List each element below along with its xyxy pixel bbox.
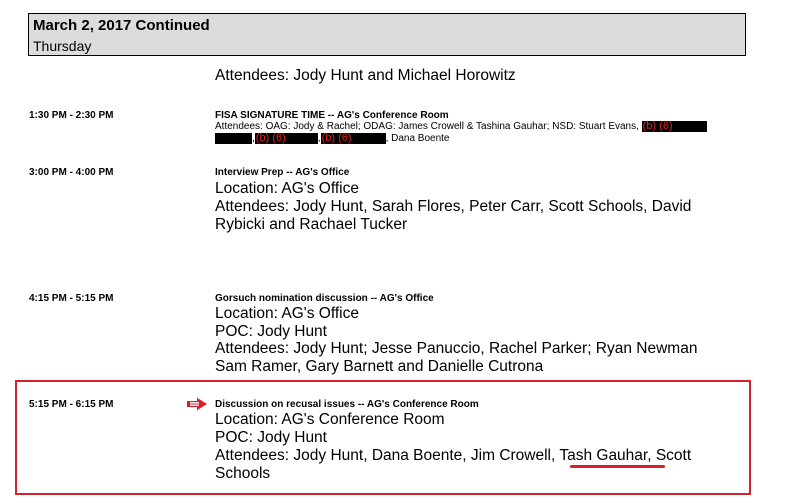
event-attendees-cont: Sam Ramer, Gary Barnett and Danielle Cutrona [215, 358, 544, 375]
event-location: Location: AG's Conference Room [215, 411, 445, 428]
highlight-box [15, 380, 751, 495]
event-attendees-cont [215, 133, 450, 144]
event-attendees: Attendees: Jody Hunt; Jesse Panuccio, Rachel Parker; Ryan Newman [215, 340, 698, 357]
event-attendees: Attendees: Jody Hunt, Dana Boente, Jim Crowell, Tash Gauhar, Scott [215, 447, 692, 464]
event-time: 5:15 PM - 6:15 PM [29, 399, 114, 410]
header-date: March 2, 2017 Continued [33, 17, 210, 34]
attendees-text: Attendees: OAG: Jody & Rachel; ODAG: James Crowell & Tashina Gauhar; NSD: Stuart Evans, [215, 121, 642, 132]
separator: , [317, 133, 321, 144]
name-underline [570, 465, 665, 468]
event-attendees-cont: Rybicki and Rachael Tucker [215, 216, 408, 233]
event-title: Gorsuch nomination discussion -- AG's Office [215, 293, 434, 304]
separator: , [252, 133, 255, 144]
event-location: Location: AG's Office [215, 180, 359, 197]
event-title: FISA SIGNATURE TIME -- AG's Conference Room [215, 110, 449, 121]
redaction-block: (b) (6) [321, 133, 386, 144]
event-attendees-cont: Schools [215, 465, 271, 482]
redaction-block: (b) (6) [642, 121, 707, 132]
event-time: 4:15 PM - 5:15 PM [29, 293, 114, 304]
event-time: 3:00 PM - 4:00 PM [29, 167, 114, 178]
arrow-right-icon [186, 397, 208, 411]
event-poc: POC: Jody Hunt [215, 323, 327, 340]
event-location: Location: AG's Office [215, 305, 359, 322]
event-attendees: Attendees: Jody Hunt, Sarah Flores, Peter Carr, Scott Schools, David [215, 198, 692, 215]
carryover-attendees: Attendees: Jody Hunt and Michael Horowitz [215, 67, 516, 84]
event-poc: POC: Jody Hunt [215, 429, 327, 446]
event-attendees [215, 121, 707, 132]
redaction-block [215, 133, 252, 144]
event-time: 1:30 PM - 2:30 PM [29, 110, 114, 121]
event-title: Discussion on recusal issues -- AG's Conference Room [215, 399, 479, 410]
event-title: Interview Prep -- AG's Office [215, 167, 350, 178]
attendees-text: , Dana Boente [385, 133, 450, 144]
date-header [28, 13, 746, 56]
redaction-block: (b) (6) [255, 133, 318, 144]
header-day: Thursday [33, 38, 92, 54]
